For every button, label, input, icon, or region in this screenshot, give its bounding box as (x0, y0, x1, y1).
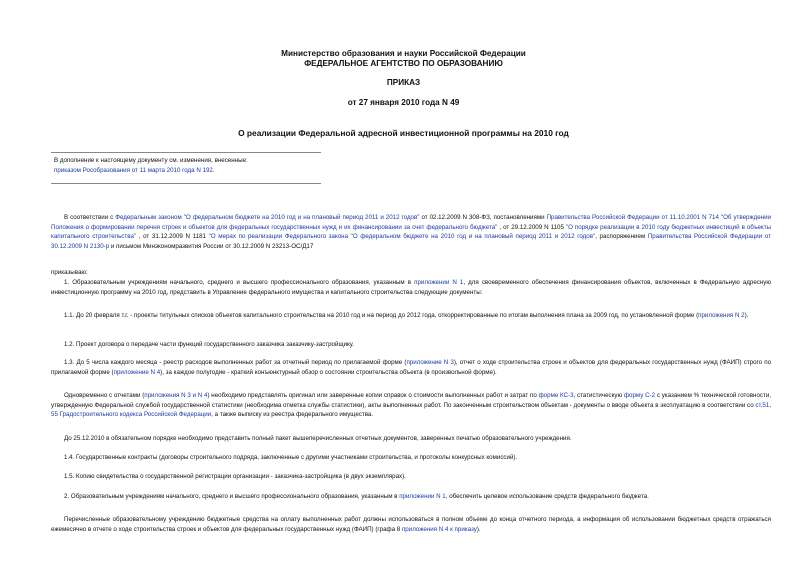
document-date-number: от 27 января 2010 года N 49 (347, 98, 460, 107)
ministry-name: Министерство образования и науки Российской Федерации (281, 49, 526, 58)
notice-bottom-divider (51, 183, 321, 184)
intro-text: и письмом Минэкономразвития России от 30.12.2009 N 23213-ОС/Д17 (109, 242, 314, 250)
paragraph-text: ). (744, 312, 749, 319)
notice-top-divider (51, 152, 321, 153)
paragraph-1-4: 1.4. Государственные контракты (договоры строительного подряда, заключенные с другими участниками строительства, и протоколы конкурсных комиссий). (64, 454, 518, 461)
intro-text: , от 31.12.2009 N 1181 (136, 233, 209, 241)
paragraph-text: 1.3. До 5 числа каждого месяца - реестр расходов выполненных работ за отчетный период по прилагаемой форме ( (64, 359, 407, 366)
appendix-1-link-2[interactable]: приложении N 1 (399, 493, 446, 500)
form-ks3-link[interactable]: форме КС-3 (538, 392, 574, 399)
deadline-paragraph: До 25.12.2010 в обязательном порядке необходимо представить полный пакет вышеперечисленных отчетных документов, заверенных печатью образовательного учреждения. (64, 435, 572, 442)
intro-paragraph (51, 213, 771, 251)
appendix-1-link[interactable]: приложении N 1 (414, 279, 464, 286)
paragraph-1-1 (51, 311, 771, 321)
paragraph-text: ), за каждое полугодие - краткий конъюнктурный обзор о состоянии строительства объекта (в произвольной форме). (160, 368, 497, 376)
article-51-link[interactable]: ст.51 (755, 401, 770, 409)
appendices-3-4-link[interactable]: приложения N 3 и N 4 (144, 392, 208, 399)
paragraph-1-3 (51, 358, 771, 377)
paragraph-text: , обеспечить целевое использование средств федерального бюджета. (445, 493, 649, 500)
paragraph-text: ) необходимо представлять оригинал или заверенные копии справок о стоимости выполненных работ и затрат по (207, 392, 539, 399)
resolution-1105-link[interactable]: "О порядке реализации в 2010 году бюджетных инвестиций в объекты капитального строительства" (51, 223, 771, 241)
intro-text: , распоряжением (595, 233, 648, 241)
paragraph-text: 1.1. До 20 февраля т.г. - проекты титульных списков объектов капитального строительства на 2010 год и на период до 2012 года, откорректированные по итогам выполнения плана за 2009 год, по установленной форме ( (64, 312, 699, 319)
simultaneous-reports-paragraph (51, 391, 771, 420)
paragraph-text: 1. Образовательным учреждениям начального, среднего и высшего профессионального образования, указанным в (64, 279, 415, 286)
intro-text: В соответствии с (64, 214, 116, 221)
notice-amendment-link[interactable] (54, 167, 215, 175)
document-title: О реализации Федеральной адресной инвестиционной программы на 2010 год (238, 128, 569, 138)
funds-usage-paragraph (51, 515, 771, 534)
notice-text: В дополнение к настоящему документу см. изменения, внесенные: (54, 157, 248, 164)
intro-text: от 02.12.2009 N 308-ФЗ, постановлениями (419, 214, 547, 221)
paragraph-text: ). (476, 525, 481, 533)
appendix-2-link[interactable]: приложения N 2 (698, 312, 745, 319)
intro-text: , от 29.12.2009 N 1105 (497, 223, 566, 231)
paragraph-2 (51, 492, 771, 502)
paragraph-1-5: 1.5. Копию свидетельства о государственной регистрации организации - заказчика-застройщика (в двух экземплярах). (64, 473, 406, 480)
resolution-714-link[interactable]: Правительства Российской Федерации от 11.10.2001 N 714 "Об утверждении Положения о формировании перечня строек и объектов для федеральных государственных нужд и их финансировании за счет федерального бюджета" (51, 214, 771, 231)
order-2130r-link[interactable]: Правительства Российской Федерации от 30.12.2009 N 2130-р (51, 233, 772, 250)
appendix-4-link[interactable]: приложение N 4 (113, 368, 161, 376)
agency-name: ФЕДЕРАЛЬНОЕ АГЕНТСТВО ПО ОБРАЗОВАНИЮ (304, 59, 503, 68)
appendix-3-link[interactable]: приложение N 3 (406, 359, 454, 366)
order-word: приказываю: (51, 269, 88, 276)
paragraph-text: , для своевременного обеспечения финансирования объектов, включенных в Федеральную адресную инвестиционную программу на 2010 год, представить в Управление федерального имущества и капитального строительства следующие документы: (51, 279, 772, 296)
paragraph-text: , а также выписку из реестра федерального имущества. (211, 411, 374, 419)
paragraph-text: , (769, 401, 771, 409)
paragraph-text: ), отчет о ходе строительства строек и объектов для федеральных государственных нужд (ФАИП) строго по прилагаемой форме ( (51, 359, 772, 376)
appendix-4-order-link[interactable]: приложения N 4 к приказу (401, 525, 477, 533)
paragraph-1 (51, 278, 771, 297)
resolution-1181-link[interactable]: "О мерах по реализации Федерального закона "О федеральном бюджете на 2010 год и на плановый период 2011 и 2012 годов" (208, 233, 596, 241)
paragraph-1-2: 1.2. Проект договора о передаче части функций государственного заказчика заказчику-застройщику. (64, 341, 354, 348)
document-type: ПРИКАЗ (386, 78, 421, 87)
urban-code-link[interactable]: 55 Градостроительного кодекса Российской Федерации (51, 411, 212, 419)
form-s2-link[interactable]: форму С-2 (623, 392, 656, 399)
paragraph-text: 2. Образовательным учреждениям начального, среднего и высшего профессионального образования, указанным в (64, 493, 400, 500)
paragraph-text: , статистическую (573, 392, 624, 399)
paragraph-text: Одновременно с отчетами ( (64, 392, 145, 399)
paragraph-text: Перечисленные образовательному учреждению бюджетные средства на оплату выполненных работ должны использоваться в полном объеме до конца отчетного периода, а информация об использовании бюджетных средств отражаться ежемесячно в отчете о ходе строительства строек и объектов для федеральных государственных нужд (ФАИП) (графа 8 (51, 516, 771, 533)
amendment-link[interactable]: приказом Рособразования от 11 марта 2010 года N 192. (54, 167, 215, 174)
paragraph-text: с указанием % технической готовности, утвержденную Федеральной службой государственной статистики (необходима отметка службы статистики), акты выполненных работ. По законченным строительством объектам - документы о вводе объекта в эксплуатацию в соответствии со (51, 392, 771, 409)
federal-law-link[interactable]: Федеральным законом "О федеральном бюджете на 2010 год и на плановый период 2011 и 2012 годов" (115, 214, 420, 221)
